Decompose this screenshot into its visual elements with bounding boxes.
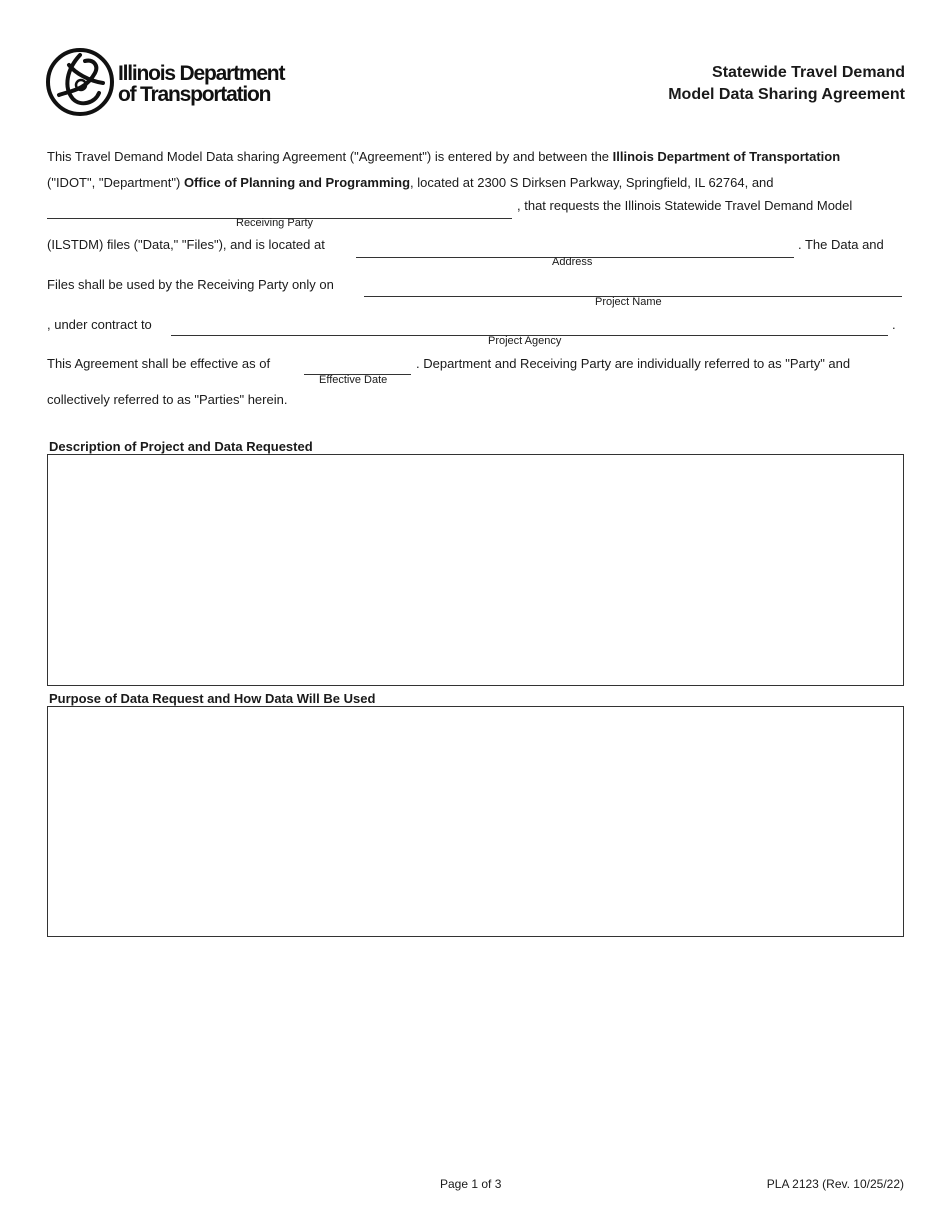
receiving-party-caption: Receiving Party — [236, 217, 314, 229]
address-field[interactable] — [357, 238, 793, 256]
agreement-line-3: , that requests the Illinois Statewide Travel Demand Model — [517, 198, 853, 213]
purpose-input[interactable] — [48, 707, 903, 936]
agreement-line-6: , under contract to — [47, 317, 152, 332]
purpose-box — [47, 706, 904, 937]
address-caption: Address — [552, 256, 593, 268]
receiving-party-field[interactable] — [47, 199, 511, 217]
logo-text-line2: of Transportation — [118, 83, 271, 106]
effective-date-caption: Effective Date — [319, 374, 388, 386]
description-input[interactable] — [48, 455, 903, 685]
agreement-line-4: (ILSTDM) files ("Data," "Files"), and is located at — [47, 237, 325, 252]
idot-logo — [45, 47, 300, 119]
page-number: Page 1 of 3 — [440, 1177, 502, 1191]
description-box — [47, 454, 904, 686]
purpose-label: Purpose of Data Request and How Data Will Be Used — [49, 691, 376, 706]
agreement-office: Office of Planning and Programming — [183, 175, 411, 190]
agreement-party-idot: Illinois Department of Transportation — [612, 149, 841, 164]
project-agency-caption: Project Agency — [488, 335, 562, 347]
description-label: Description of Project and Data Requested — [49, 439, 313, 454]
form-id: PLA 2123 (Rev. 10/25/22) — [766, 1177, 904, 1191]
agreement-line-2 — [47, 175, 774, 190]
agreement-line-1 — [47, 149, 840, 164]
agreement-line-8: collectively referred to as "Parties" herein. — [47, 392, 288, 407]
agreement-line-4-end: . The Data and — [798, 237, 884, 252]
form-title-line1: Statewide Travel Demand — [712, 64, 905, 81]
agreement-line-6-end: . — [892, 317, 896, 332]
agreement-line-7: This Agreement shall be effective as of — [47, 356, 271, 371]
project-name-caption: Project Name — [595, 296, 662, 308]
form-title-line2: Model Data Sharing Agreement — [668, 86, 905, 103]
logo-text-line1: Illinois Department — [118, 62, 285, 85]
project-name-field[interactable] — [365, 277, 901, 295]
agreement-line-5: Files shall be used by the Receiving Party only on — [47, 277, 334, 292]
idot-logo-icon — [45, 47, 115, 117]
effective-date-field[interactable] — [305, 355, 409, 373]
agreement-text: , located at 2300 S Dirksen Parkway, Springfield, IL 62764, and — [410, 175, 774, 190]
project-agency-field[interactable] — [172, 316, 886, 334]
agreement-text: This Travel Demand Model Data sharing Agreement ("Agreement") is entered by and between the — [47, 149, 613, 164]
agreement-line-7-end: . Department and Receiving Party are individually referred to as "Party" and — [416, 356, 851, 371]
agreement-text: ("IDOT", "Department") — [47, 175, 184, 190]
